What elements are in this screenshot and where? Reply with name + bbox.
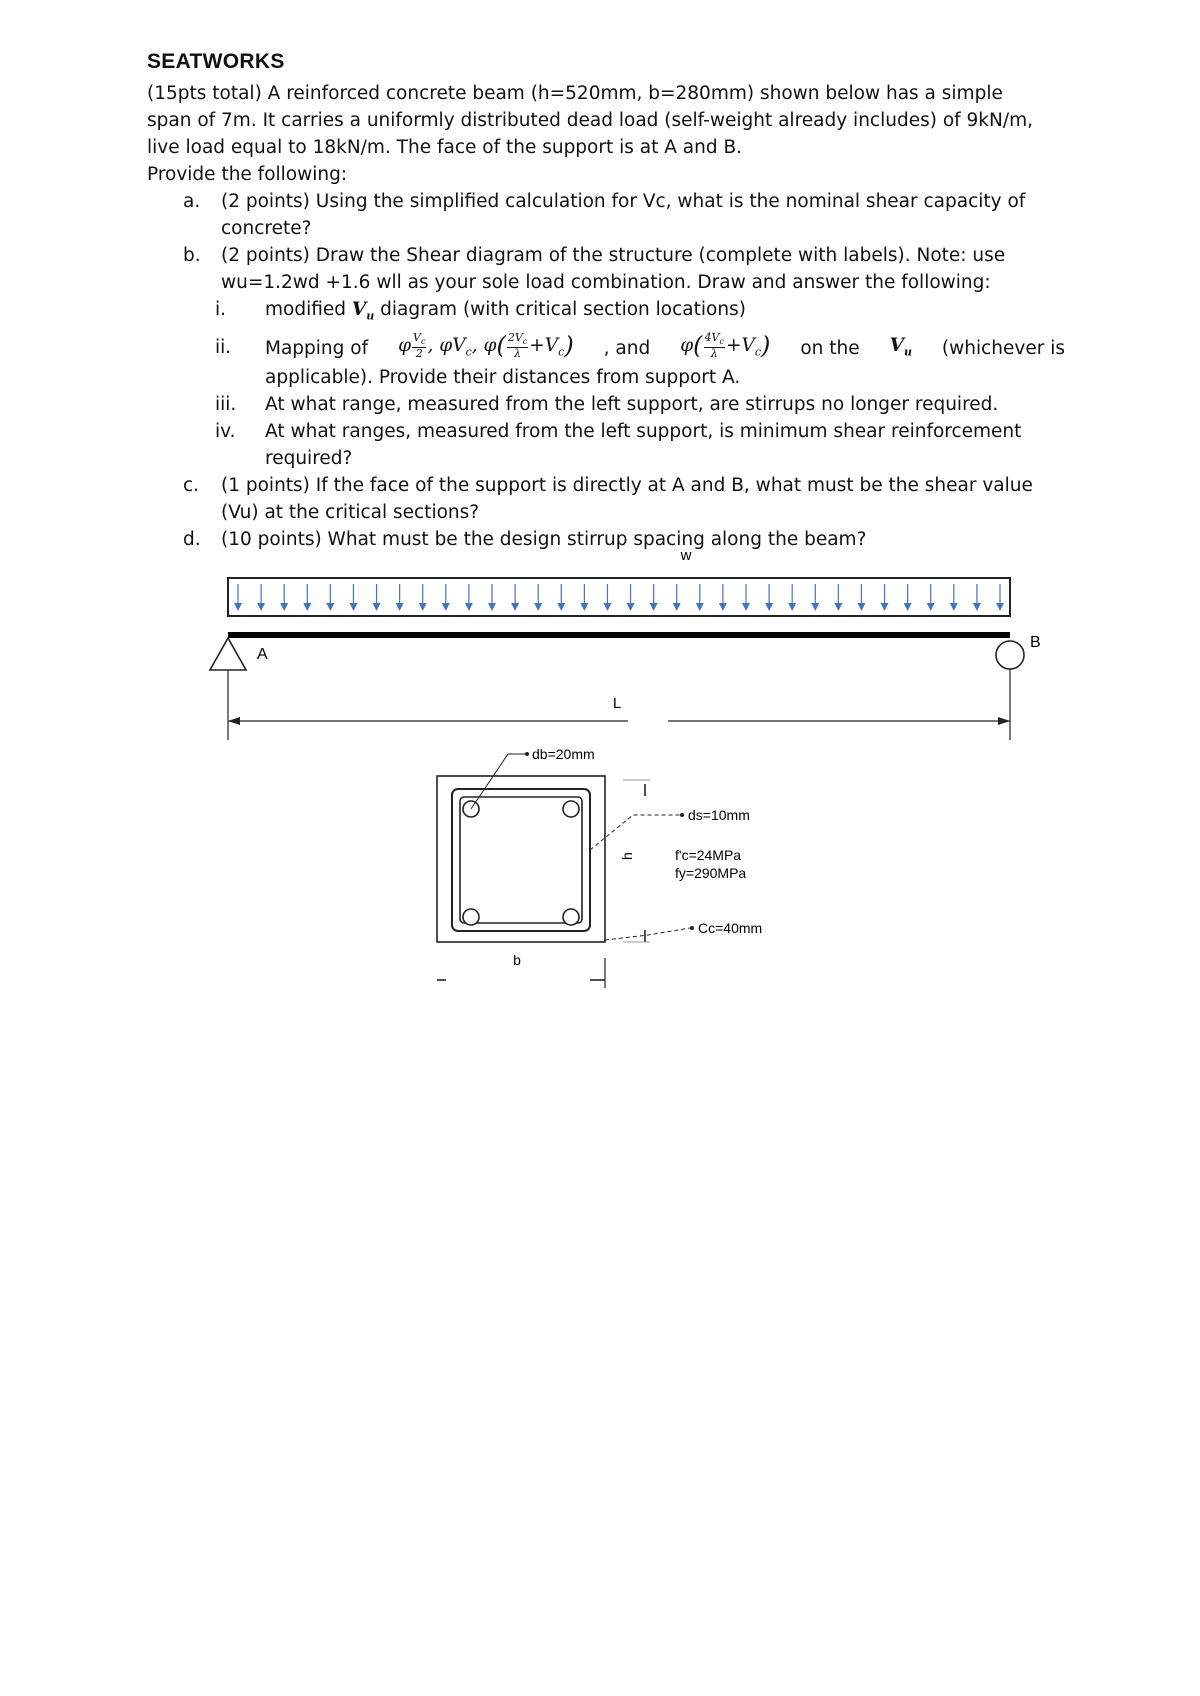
- task-text: (2 points) Draw the Shear diagram of the structure (complete with labels). Note: use: [221, 245, 1006, 266]
- arrowhead-right: [998, 717, 1010, 725]
- phi-4vc-formula: φ( $\frac{4V_c}{\lambda}$ $+V_c$): [680, 331, 771, 361]
- task-c: [147, 472, 1065, 526]
- task-list: [147, 188, 1065, 553]
- subtask-text: Mapping of: [265, 338, 369, 360]
- span-label: L: [612, 695, 622, 712]
- leader-dot: [525, 752, 529, 756]
- subtask-text: (whichever is: [941, 338, 1065, 360]
- task-marker: b.: [183, 245, 201, 266]
- page-title: SEATWORKS: [147, 50, 285, 73]
- task-marker: a.: [183, 191, 201, 212]
- load-label: w: [680, 547, 692, 564]
- task-marker: c.: [183, 474, 200, 496]
- support-label-b: B: [1030, 634, 1041, 651]
- db-leader: [471, 754, 527, 809]
- phi-vc-half-formula: φ $\frac{V_c}{2}$ , $\varphi V_c$, φ( $\frac{2V_c}{\lambda}$ $+V_c$): [398, 331, 574, 361]
- distributed-load-box: [228, 578, 1010, 616]
- fy-label: fy=290MPa: [675, 865, 747, 881]
- statement-line-4: Provide the following:: [147, 164, 348, 185]
- statement-line-3: live load equal to 18kN/m. The face of the support is at A and B.: [147, 137, 743, 158]
- task-a: [147, 188, 1065, 242]
- cc-leader: [605, 928, 690, 940]
- subtask-b-iii: [147, 391, 1065, 418]
- ds-label: ds=10mm: [688, 807, 750, 823]
- task-b: [147, 242, 1065, 296]
- roller-support-icon: [996, 641, 1024, 669]
- b-label: b: [513, 952, 521, 968]
- task-text: (Vu) at the critical sections?: [221, 501, 480, 523]
- cc-label: Cc=40mm: [698, 920, 763, 936]
- subtask-marker: iii.: [215, 393, 237, 415]
- task-text: wu=1.2wd +1.6 wll as your sole load combination. Draw and answer the following:: [221, 272, 991, 293]
- subtask-b-iv: [147, 418, 1065, 472]
- task-text: (1 points) If the face of the support is directly at A and B, what must be the shear value: [221, 474, 1033, 496]
- subtask-marker: iv.: [215, 420, 236, 442]
- subtask-b-i: [147, 296, 1065, 330]
- rebar-icon: [563, 801, 579, 817]
- statement-line-1: (15pts total) A reinforced concrete beam (h=520mm, b=280mm) shown below has a simple: [147, 83, 1003, 104]
- task-text: concrete?: [221, 218, 312, 239]
- pin-support-icon: [210, 638, 246, 670]
- arrowhead-left: [228, 717, 240, 725]
- cross-section-figure: [0, 730, 1200, 1000]
- rebar-icon: [463, 909, 479, 925]
- vu-symbol: $V_u$: [351, 299, 375, 323]
- rebar-icon: [563, 909, 579, 925]
- subtask-text: applicable). Provide their distances from support A.: [265, 366, 741, 388]
- beam-figure: [0, 540, 1200, 740]
- db-label: db=20mm: [532, 746, 595, 762]
- subtask-marker: i.: [215, 299, 227, 320]
- subtask-text: diagram (with critical section locations): [380, 299, 746, 320]
- subtask-text: At what ranges, measured from the left support, is minimum shear reinforcement: [265, 420, 1022, 442]
- leader-dot: [680, 813, 684, 817]
- subtask-text: modified: [265, 299, 347, 320]
- leader-dot: [690, 926, 694, 930]
- task-marker: d.: [183, 528, 201, 550]
- section-outline: [437, 776, 605, 942]
- statement-line-2: span of 7m. It carries a uniformly distributed dead load (self-weight already includes) of 9kN/m,: [147, 110, 1033, 131]
- subtask-text: , and: [603, 338, 651, 360]
- beam-member: [228, 632, 1010, 638]
- subtask-b-ii: [147, 330, 1065, 391]
- subtask-text: on the: [800, 338, 860, 360]
- vu-symbol: $V_u$: [889, 334, 912, 359]
- problem-statement: [147, 80, 1065, 188]
- fc-label: f'c=24MPa: [675, 847, 742, 863]
- subtask-text: At what range, measured from the left support, are stirrups no longer required.: [265, 393, 999, 415]
- stirrup-inner: [460, 797, 582, 923]
- subtask-text: required?: [265, 447, 353, 469]
- ds-leader: [590, 815, 680, 850]
- subtask-marker: ii.: [215, 336, 232, 358]
- task-text: (2 points) Using the simplified calculation for Vc, what is the nominal shear capacity of: [221, 191, 1026, 212]
- support-label-a: A: [257, 646, 268, 663]
- task-text: (10 points) What must be the design stirrup spacing along the beam?: [221, 528, 867, 550]
- h-label: h: [619, 852, 635, 860]
